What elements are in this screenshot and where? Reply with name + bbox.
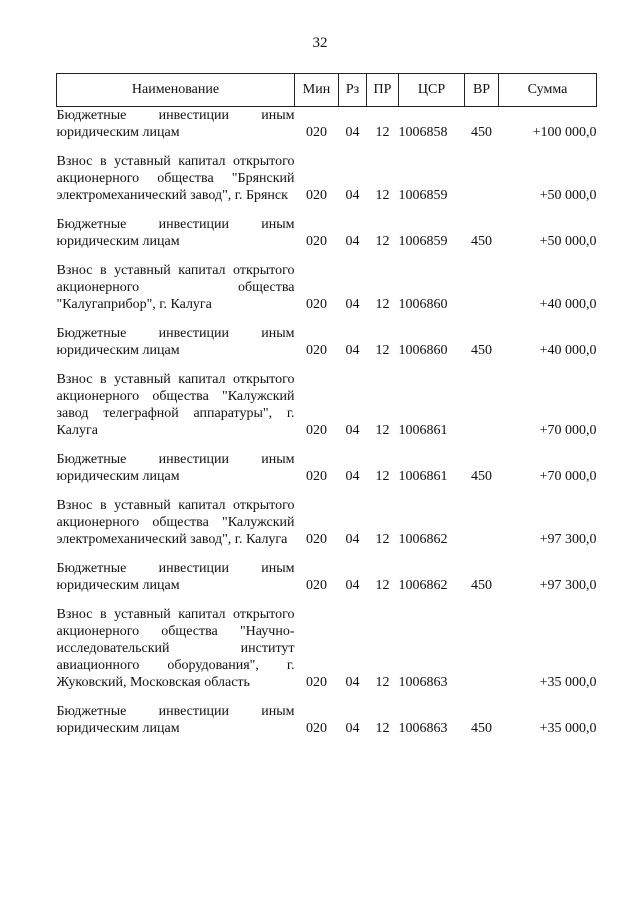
row-sum: +50 000,0: [539, 188, 597, 203]
row-name: Бюджетные инвестиции иным юридическим лицам: [56, 704, 295, 736]
row-pr: 12: [375, 297, 390, 312]
row-vr: 450: [471, 125, 492, 140]
row-vr: 450: [471, 469, 492, 484]
header-min: Мин: [295, 74, 339, 107]
row-csr: 1006860: [398, 297, 448, 312]
table-row: [57, 204, 597, 250]
row-sum: +40 000,0: [539, 343, 597, 358]
row-pr: 12: [375, 423, 390, 438]
row-vr: 450: [471, 578, 492, 593]
row-rz: 04: [345, 343, 360, 358]
row-min: 020: [306, 297, 327, 312]
budget-table: [56, 73, 597, 737]
row-min: 020: [306, 234, 327, 249]
row-pr: 12: [375, 469, 390, 484]
row-name: Бюджетные инвестиции иным юридическим лицам: [56, 561, 295, 593]
row-rz: 04: [345, 721, 360, 736]
row-rz: 04: [345, 297, 360, 312]
row-rz: 04: [345, 578, 360, 593]
row-rz: 04: [345, 423, 360, 438]
row-rz: 04: [345, 188, 360, 203]
table-row: [57, 141, 597, 204]
row-csr: 1006863: [398, 675, 448, 690]
row-sum: +35 000,0: [539, 721, 597, 736]
row-sum: +70 000,0: [539, 469, 597, 484]
table-row: [57, 250, 597, 313]
table-row: [57, 485, 597, 548]
row-csr: 1006859: [398, 234, 448, 249]
table-row: [57, 313, 597, 359]
table-row: [57, 594, 597, 691]
header-csr: ЦСР: [399, 74, 465, 107]
row-vr: 450: [471, 343, 492, 358]
row-sum: +35 000,0: [539, 675, 597, 690]
header-vr: ВР: [465, 74, 499, 107]
table-header: [57, 74, 597, 107]
row-csr: 1006860: [398, 343, 448, 358]
row-sum: +97 300,0: [539, 532, 597, 547]
header-rz: Рз: [339, 74, 367, 107]
header-pr: ПР: [367, 74, 399, 107]
table-row: [57, 107, 597, 142]
table-row: [57, 548, 597, 594]
header-sum: Сумма: [499, 74, 597, 107]
row-pr: 12: [375, 343, 390, 358]
row-sum: +70 000,0: [539, 423, 597, 438]
row-pr: 12: [375, 675, 390, 690]
table-row: [57, 439, 597, 485]
row-name: Взнос в уставный капитал открытого акционерного общества "Калугаприбор", г. Калуга: [56, 263, 295, 312]
row-name: Взнос в уставный капитал открытого акционерного общества "Научно-исследовательский институт авиационного оборудования", г. Жуковский, Московская область: [56, 607, 295, 690]
row-name: Бюджетные инвестиции иным юридическим лицам: [56, 108, 295, 140]
row-vr: [465, 250, 499, 313]
row-vr: [465, 594, 499, 691]
row-name: Взнос в уставный капитал открытого акционерного общества "Калужский электромеханический завод", г. Калуга: [56, 498, 295, 547]
row-sum: +50 000,0: [539, 234, 597, 249]
row-min: 020: [306, 721, 327, 736]
row-sum: +40 000,0: [539, 297, 597, 312]
row-csr: 1006863: [398, 721, 448, 736]
row-name: Взнос в уставный капитал открытого акционерного общества "Брянский электромеханический завод", г. Брянск: [56, 154, 295, 203]
row-vr: [465, 141, 499, 204]
row-rz: 04: [345, 234, 360, 249]
row-name: Бюджетные инвестиции иным юридическим лицам: [56, 326, 295, 358]
row-csr: 1006861: [398, 423, 448, 438]
row-pr: 12: [375, 721, 390, 736]
row-pr: 12: [375, 188, 390, 203]
row-rz: 04: [345, 125, 360, 140]
row-rz: 04: [345, 469, 360, 484]
row-csr: 1006862: [398, 578, 448, 593]
table-row: [57, 359, 597, 439]
row-csr: 1006862: [398, 532, 448, 547]
row-vr: 450: [471, 234, 492, 249]
row-min: 020: [306, 343, 327, 358]
row-min: 020: [306, 188, 327, 203]
row-min: 020: [306, 469, 327, 484]
row-name: Бюджетные инвестиции иным юридическим лицам: [56, 452, 295, 484]
row-pr: 12: [375, 532, 390, 547]
row-vr: 450: [471, 721, 492, 736]
row-pr: 12: [375, 125, 390, 140]
header-name: Наименование: [57, 74, 295, 107]
row-name: Бюджетные инвестиции иным юридическим лицам: [56, 217, 295, 249]
row-sum: +100 000,0: [532, 125, 597, 140]
row-vr: [465, 359, 499, 439]
row-min: 020: [306, 125, 327, 140]
row-vr: [465, 485, 499, 548]
row-min: 020: [306, 675, 327, 690]
page-number: 32: [312, 35, 328, 51]
row-rz: 04: [345, 675, 360, 690]
row-name: Взнос в уставный капитал открытого акционерного общества "Калужский завод телеграфной аппаратуры", г. Калуга: [56, 372, 295, 438]
row-min: 020: [306, 423, 327, 438]
row-min: 020: [306, 578, 327, 593]
row-pr: 12: [375, 578, 390, 593]
table-row: [57, 691, 597, 737]
row-sum: +97 300,0: [539, 578, 597, 593]
row-min: 020: [306, 532, 327, 547]
row-csr: 1006858: [398, 125, 448, 140]
row-csr: 1006861: [398, 469, 448, 484]
row-pr: 12: [375, 234, 390, 249]
row-csr: 1006859: [398, 188, 448, 203]
row-rz: 04: [345, 532, 360, 547]
